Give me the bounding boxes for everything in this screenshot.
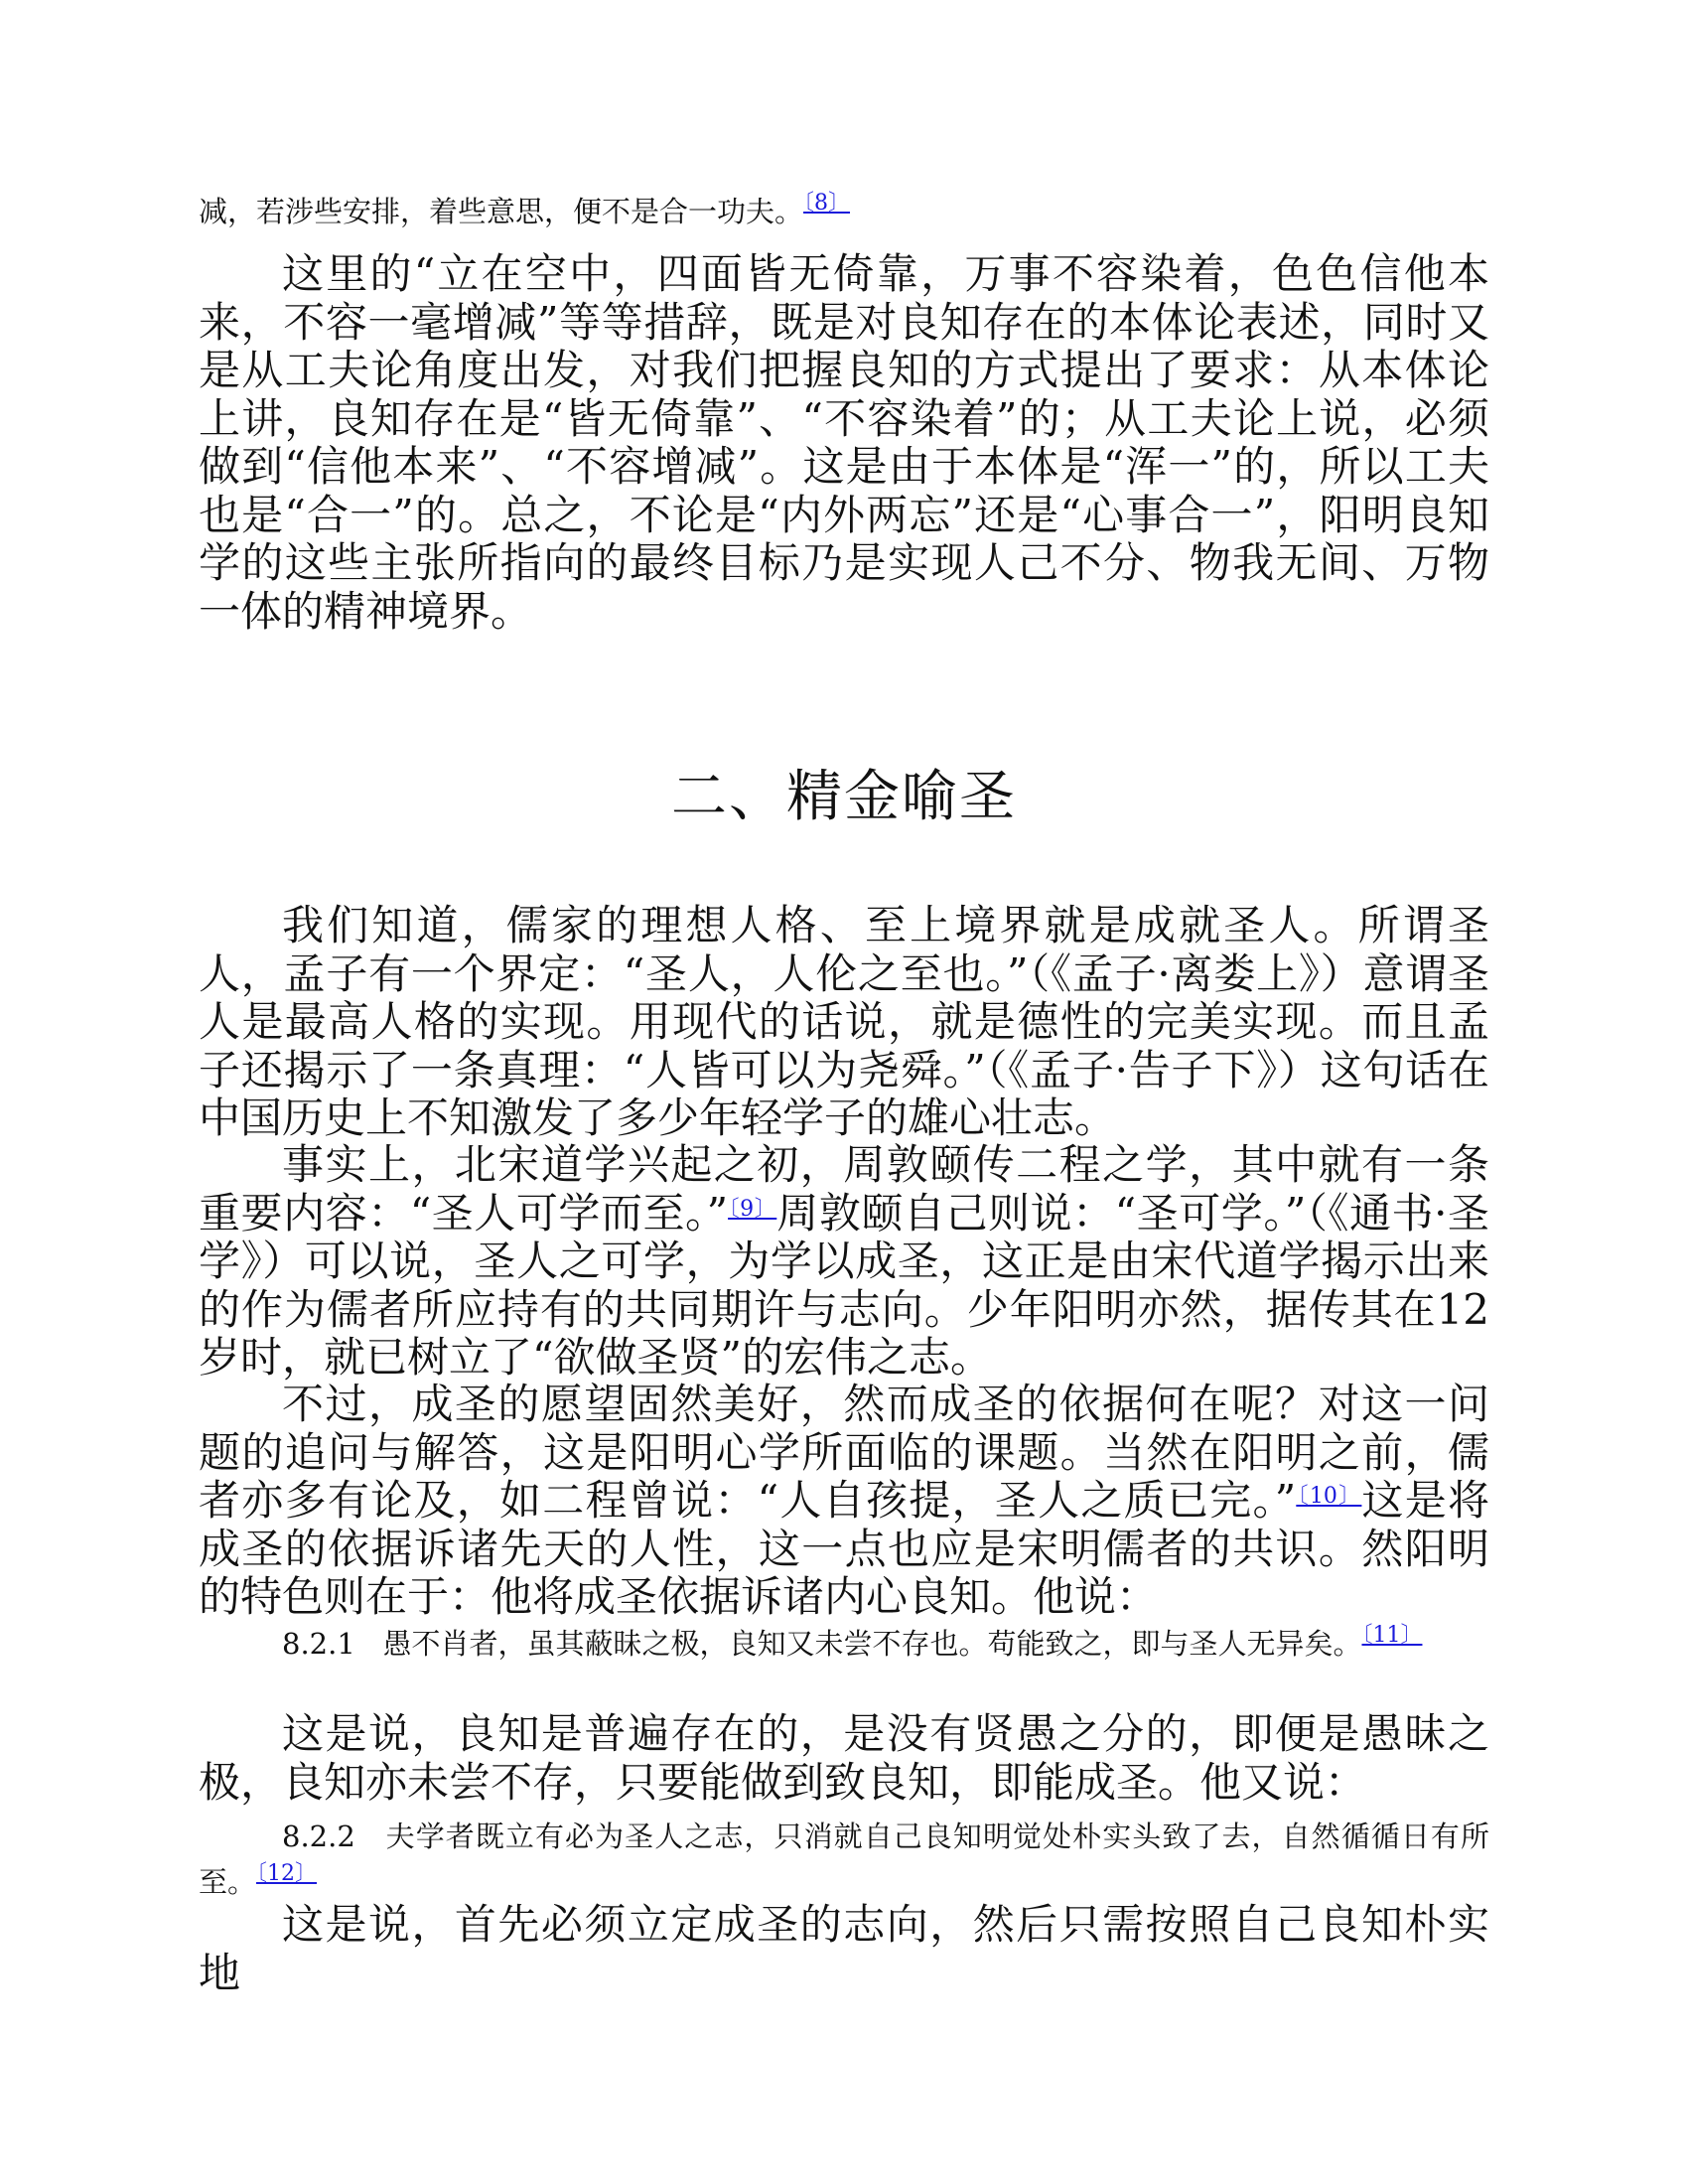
paragraph-6	[199, 1901, 1489, 1997]
section-title: 二、精金喻圣	[671, 765, 1017, 829]
paragraph-6-text: 这是说，首先必须立定成圣的志向，然后只需按照自己良知朴实地	[199, 1900, 1489, 1997]
quote-tail-text: 减，若涉些安排，着些意思，便不是合一功夫。	[199, 195, 804, 228]
paragraph-2-text: 我们知道，儒家的理想人格、至上境界就是成就圣人。所谓圣人，孟子有一个界定：“圣人，人伦之至也。”（《孟子·离娄上》）意谓圣人是最高人格的实现。用现代的话说，就是德性的完美实现。而且孟子还揭示了一条真理：“人皆可以为尧舜。”（《孟子·告子下》）这句话在中国历史上不知激发了多少年轻学子的雄心壮志。	[199, 901, 1489, 1142]
paragraph-1	[199, 250, 1489, 636]
quote-number: 8.2.1	[282, 1627, 355, 1661]
paragraph-3	[199, 1141, 1489, 1383]
quote-number: 8.2.2	[282, 1820, 355, 1853]
footnote-ref-9[interactable]: 〔9〕	[728, 1196, 777, 1222]
quote-text: 愚不肖者，虽其蔽昧之极，良知又未尝不存也。苟能致之，即与圣人无异矣。	[382, 1627, 1362, 1661]
quote-text: 夫学者既立有必为圣人之志，只消就自己良知明觉处朴实头致了去，自然循循日有所至。	[199, 1820, 1489, 1899]
paragraph-4-text-b: 这是将成圣的依据诉诸先天的人性，这一点也应是宋明儒者的共识。然阳明的特色则在于：他将成圣依据诉诸内心良知。他说：	[199, 1476, 1489, 1621]
footnote-ref-8[interactable]: 〔8〕	[803, 191, 851, 216]
paragraph-3-text-b: 周敦颐自己则说：“圣可学。”（《通书·圣学》）可以说，圣人之可学，为学以成圣，这正是由宋代道学揭示出来的作为儒者所应持有的共同期许与志向。少年阳明亦然，据传其在12岁时，就已树立了“欲做圣贤”的宏伟之志。	[199, 1188, 1489, 1382]
footnote-ref-11[interactable]: 〔11〕	[1361, 1623, 1423, 1648]
paragraph-5	[199, 1710, 1489, 1807]
quote-8-2-1	[199, 1621, 1489, 1667]
footnote-ref-12[interactable]: 〔12〕	[256, 1861, 318, 1886]
footnote-ref-10[interactable]: 〔10〕	[1296, 1484, 1362, 1509]
paragraph-2	[199, 902, 1489, 1143]
paragraph-5-text: 这是说，良知是普遍存在的，是没有贤愚之分的，即便是愚昧之极，良知亦未尝不存，只要能做到致良知，即能成圣。他又说：	[199, 1709, 1489, 1807]
paragraph-4	[199, 1381, 1489, 1622]
section-heading	[199, 753, 1489, 832]
paragraph-quote-end	[199, 189, 1489, 234]
quote-8-2-2	[199, 1814, 1489, 1905]
paragraph-1-text: 这里的“立在空中，四面皆无倚靠，万事不容染着，色色信他本来，不容一毫增减”等等措辞，既是对良知存在的本体论表述，同时又是从工夫论角度出发，对我们把握良知的方式提出了要求：从本体论上讲，良知存在是“皆无倚靠”、“不容染着”的；从工夫论上说，必须做到“信他本来”、“不容增减”。这是由于本体是“浑一”的，所以工夫也是“合一”的。总之，不论是“内外两忘”还是“心事合一”，阳明良知学的这些主张所指向的最终目标乃是实现人己不分、物我无间、万物一体的精神境界。	[199, 249, 1489, 636]
paragraph-3-text-a: 事实上，北宋道学兴起之初，周敦颐传二程之学，其中就有一条重要内容：“圣人可学而至。”	[199, 1140, 1489, 1238]
paragraph-4-text-a: 不过，成圣的愿望固然美好，然而成圣的依据何在呢？对这一问题的追问与解答，这是阳明心学所面临的课题。当然在阳明之前，儒者亦多有论及，如二程曾说：“人自孩提，圣人之质已完。”	[199, 1380, 1489, 1525]
